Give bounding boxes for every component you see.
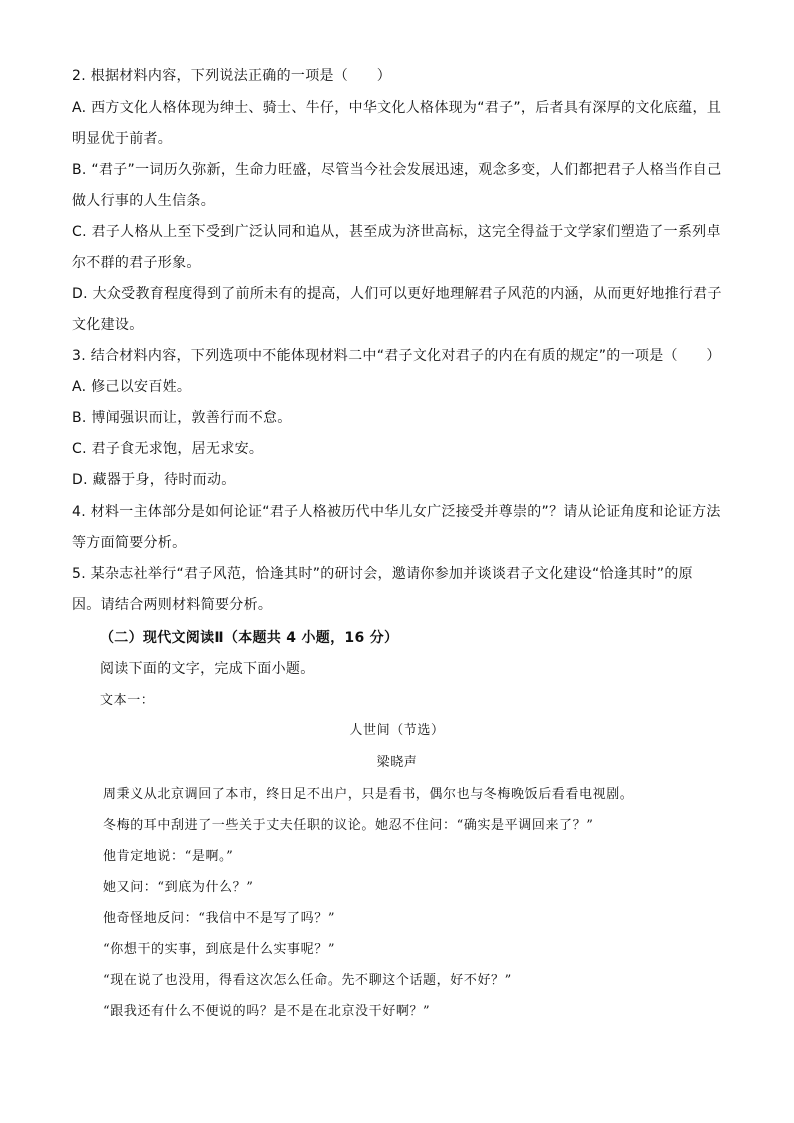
passage-paragraph-3: 他肯定地说：“是啊。” (103, 849, 234, 864)
question-4-stem-cont: 等方面简要分析。 (72, 535, 187, 551)
passage-author: 梁晓声 (376, 755, 418, 770)
question-4-stem: 4. 材料一主体部分是如何论证“君子人格被历代中华儿女广泛接受并尊崇的”？请从论证角度和论证方法 (72, 504, 721, 520)
question-5-stem: 5. 某杂志社举行“君子风范，恰逢其时”的研讨会，邀请你参加并谈谈君子文化建设“恰逢其时”的原 (72, 566, 693, 582)
question-3-option-c: C. 君子食无求饱，居无求安。 (72, 441, 264, 457)
section-heading: （二）现代文阅读Ⅱ（本题共 4 小题，16 分） (100, 630, 399, 646)
question-2-stem: 2. 根据材料内容，下列说法正确的一项是（ ） (72, 68, 392, 84)
passage-paragraph-2: 冬梅的耳中刮进了一些关于丈夫任职的议论。她忍不住问：“确实是平调回来了？” (103, 818, 594, 833)
question-2-option-a-cont: 明显优于前者。 (72, 131, 173, 147)
passage-paragraph-8: “跟我还有什么不便说的吗？是不是在北京没干好啊？” (103, 1004, 431, 1019)
question-2-option-d-cont: 文化建设。 (72, 317, 144, 333)
passage-paragraph-4: 她又问：“到底为什么？” (103, 880, 254, 895)
question-3-option-a: A. 修己以安百姓。 (72, 379, 192, 395)
question-5-stem-cont: 因。请结合两则材料简要分析。 (72, 597, 273, 613)
passage-paragraph-1: 周秉义从北京调回了本市，终日足不出户，只是看书，偶尔也与冬梅晚饭后看看电视剧。 (103, 787, 634, 802)
passage-paragraph-5: 他奇怪地反问：“我信中不是写了吗？” (103, 911, 336, 926)
passage-title: 人世间（节选） (349, 723, 445, 738)
question-3-stem: 3. 结合材料内容，下列选项中不能体现材料二中“君子文化对君子的内在有质的规定”的一项是（ ） (72, 348, 721, 364)
question-2-option-c: C. 君子人格从上至下受到广泛认同和追从，甚至成为济世高标，这完全得益于文学家们塑造了一系列卓 (72, 224, 721, 240)
section-instruction: 阅读下面的文字，完成下面小题。 (100, 661, 315, 677)
question-3-option-b: B. 博闻强识而让，敦善行而不怠。 (72, 410, 292, 426)
question-2-option-b: B. “君子”一词历久弥新，生命力旺盛，尽管当今社会发展迅速，观念多变，人们都把君子人格当作自己 (72, 162, 722, 178)
question-2-option-a: A. 西方文化人格体现为绅士、骑士、牛仔，中华文化人格体现为“君子”，后者具有深厚的文化底蕴，且 (72, 100, 722, 116)
question-2-option-c-cont: 尔不群的君子形象。 (72, 255, 201, 271)
question-2-option-d: D. 大众受教育程度得到了前所未有的提高，人们可以更好地理解君子风范的内涵，从而更好地推行君子 (72, 286, 722, 302)
passage-paragraph-6: “你想干的实事，到底是什么实事呢？” (103, 942, 336, 957)
passage-paragraph-7: “现在说了也没用，得看这次怎么任命。先不聊这个话题，好不好？” (103, 973, 512, 988)
question-3-option-d: D. 藏器于身，待时而动。 (72, 472, 236, 488)
text-label: 文本一： (100, 693, 155, 708)
question-2-option-b-cont: 做人行事的人生信条。 (72, 193, 215, 209)
